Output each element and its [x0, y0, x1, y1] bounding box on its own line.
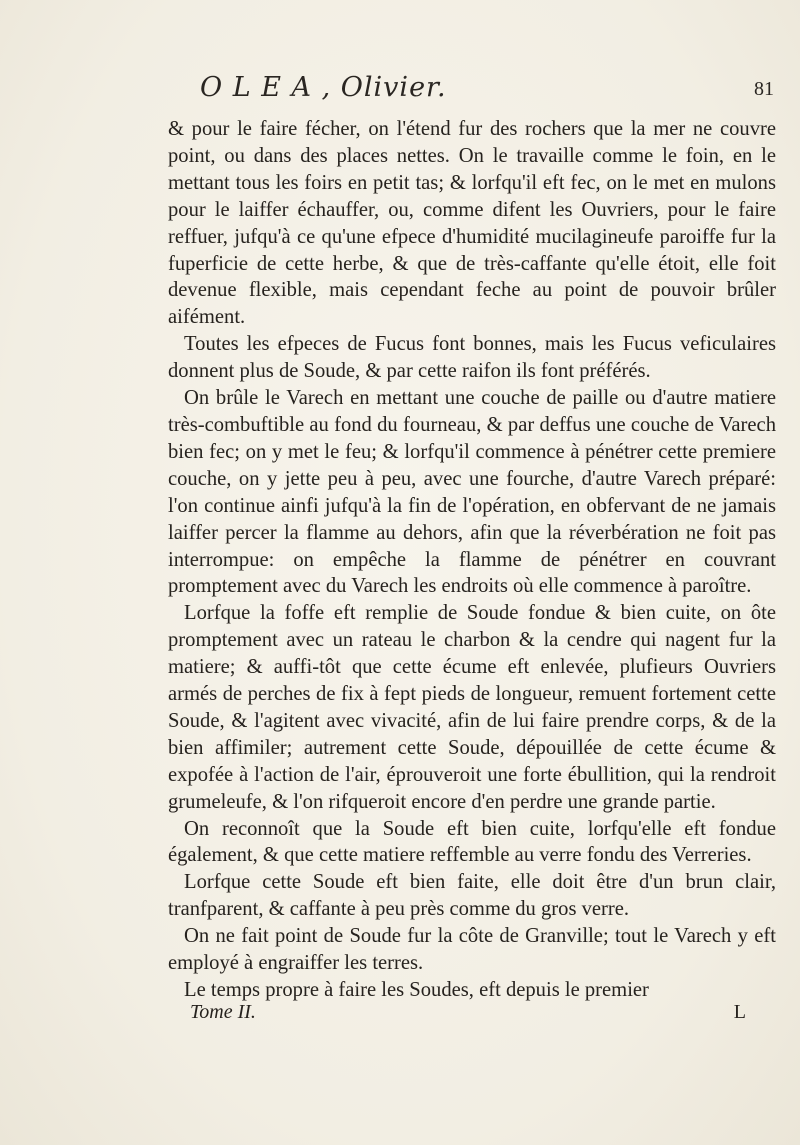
signature-mark: L [733, 1001, 746, 1023]
page-footer [190, 1001, 780, 1031]
paragraph: Lorfque la foffe eft remplie de Soude fondue & bien cuite, on ôte promptement avec un rateau le charbon & la cendre qui nagent fur la matiere; & auffi-tôt que cette écume eft enlevée, plufieurs Ouvriers armés de perches de fix à fept pieds de longueur, remuent fortement cette Soude, & l'agitent avec vivacité, afin de lui faire prendre corps, & de la bien affimiler; autrement cette Soude, dépouillée de cette écume & expofée à l'action de l'air, éprouveroit une forte ébullition, qui la rendroit grumeleufe, & l'on rifqueroit encore d'en perdre une grande partie. [168, 602, 776, 813]
body-text [168, 116, 776, 1004]
paragraph: Lorfque cette Soude eft bien faite, elle doit être d'un brun clair, tranfparent, & caffante à peu près comme du gros verre. [168, 871, 776, 921]
page-header [200, 72, 800, 108]
page-number: 81 [754, 78, 774, 100]
paragraph: & pour le faire fécher, on l'étend fur des rochers que la mer ne couvre point, ou dans des places nettes. On le travaille comme le foin, en le mettant tous les foirs en petit tas; & lorfqu'il eft fec, on le met en mulons pour le laiffer échauffer, ou, comme difent les Ouvriers, pour le faire reffuer, jufqu'à ce qu'une efpece d'humidité mucilagineufe paroiffe fur la fuperficie de cette herbe, & que de très-caffante qu'elle étoit, elle foit devenue flexible, mais cependant feche au point de pouvoir brûler aifément. [168, 118, 776, 329]
paragraph: On ne fait point de Soude fur la côte de Granville; tout le Varech y eft employé à engraiffer les terres. [168, 925, 776, 975]
volume-label: Tome II. [190, 1001, 256, 1023]
running-title: O L E A , Olivier. [200, 72, 447, 103]
paragraph: On brûle le Varech en mettant une couche de paille ou d'autre matiere très-combuftible au fond du fourneau, & par deffus une couche de Varech bien fec; on y met le feu; & lorfqu'il commence à pénétrer cette premiere couche, on y jette peu à peu, avec une fourche, d'autre Varech préparé: l'on continue ainfi jufqu'à la fin de l'opération, en obfervant de ne jamais laiffer percer la flamme au dehors, afin que la réverbération ne foit pas interrompue: on empêche la flamme de pénétrer en couvrant promptement avec du Varech les endroits où elle commence à paroître. [168, 387, 776, 598]
paragraph: On reconnoît que la Soude eft bien cuite, lorfqu'elle eft fondue également, & que cette matiere reffemble au verre fondu des Verreries. [168, 817, 776, 867]
paragraph: Le temps propre à faire les Soudes, eft depuis le premier [184, 979, 649, 1001]
paragraph: Toutes les efpeces de Fucus font bonnes, mais les Fucus veficulaires donnent plus de Soude, & par cette raifon ils font préférés. [168, 333, 776, 383]
